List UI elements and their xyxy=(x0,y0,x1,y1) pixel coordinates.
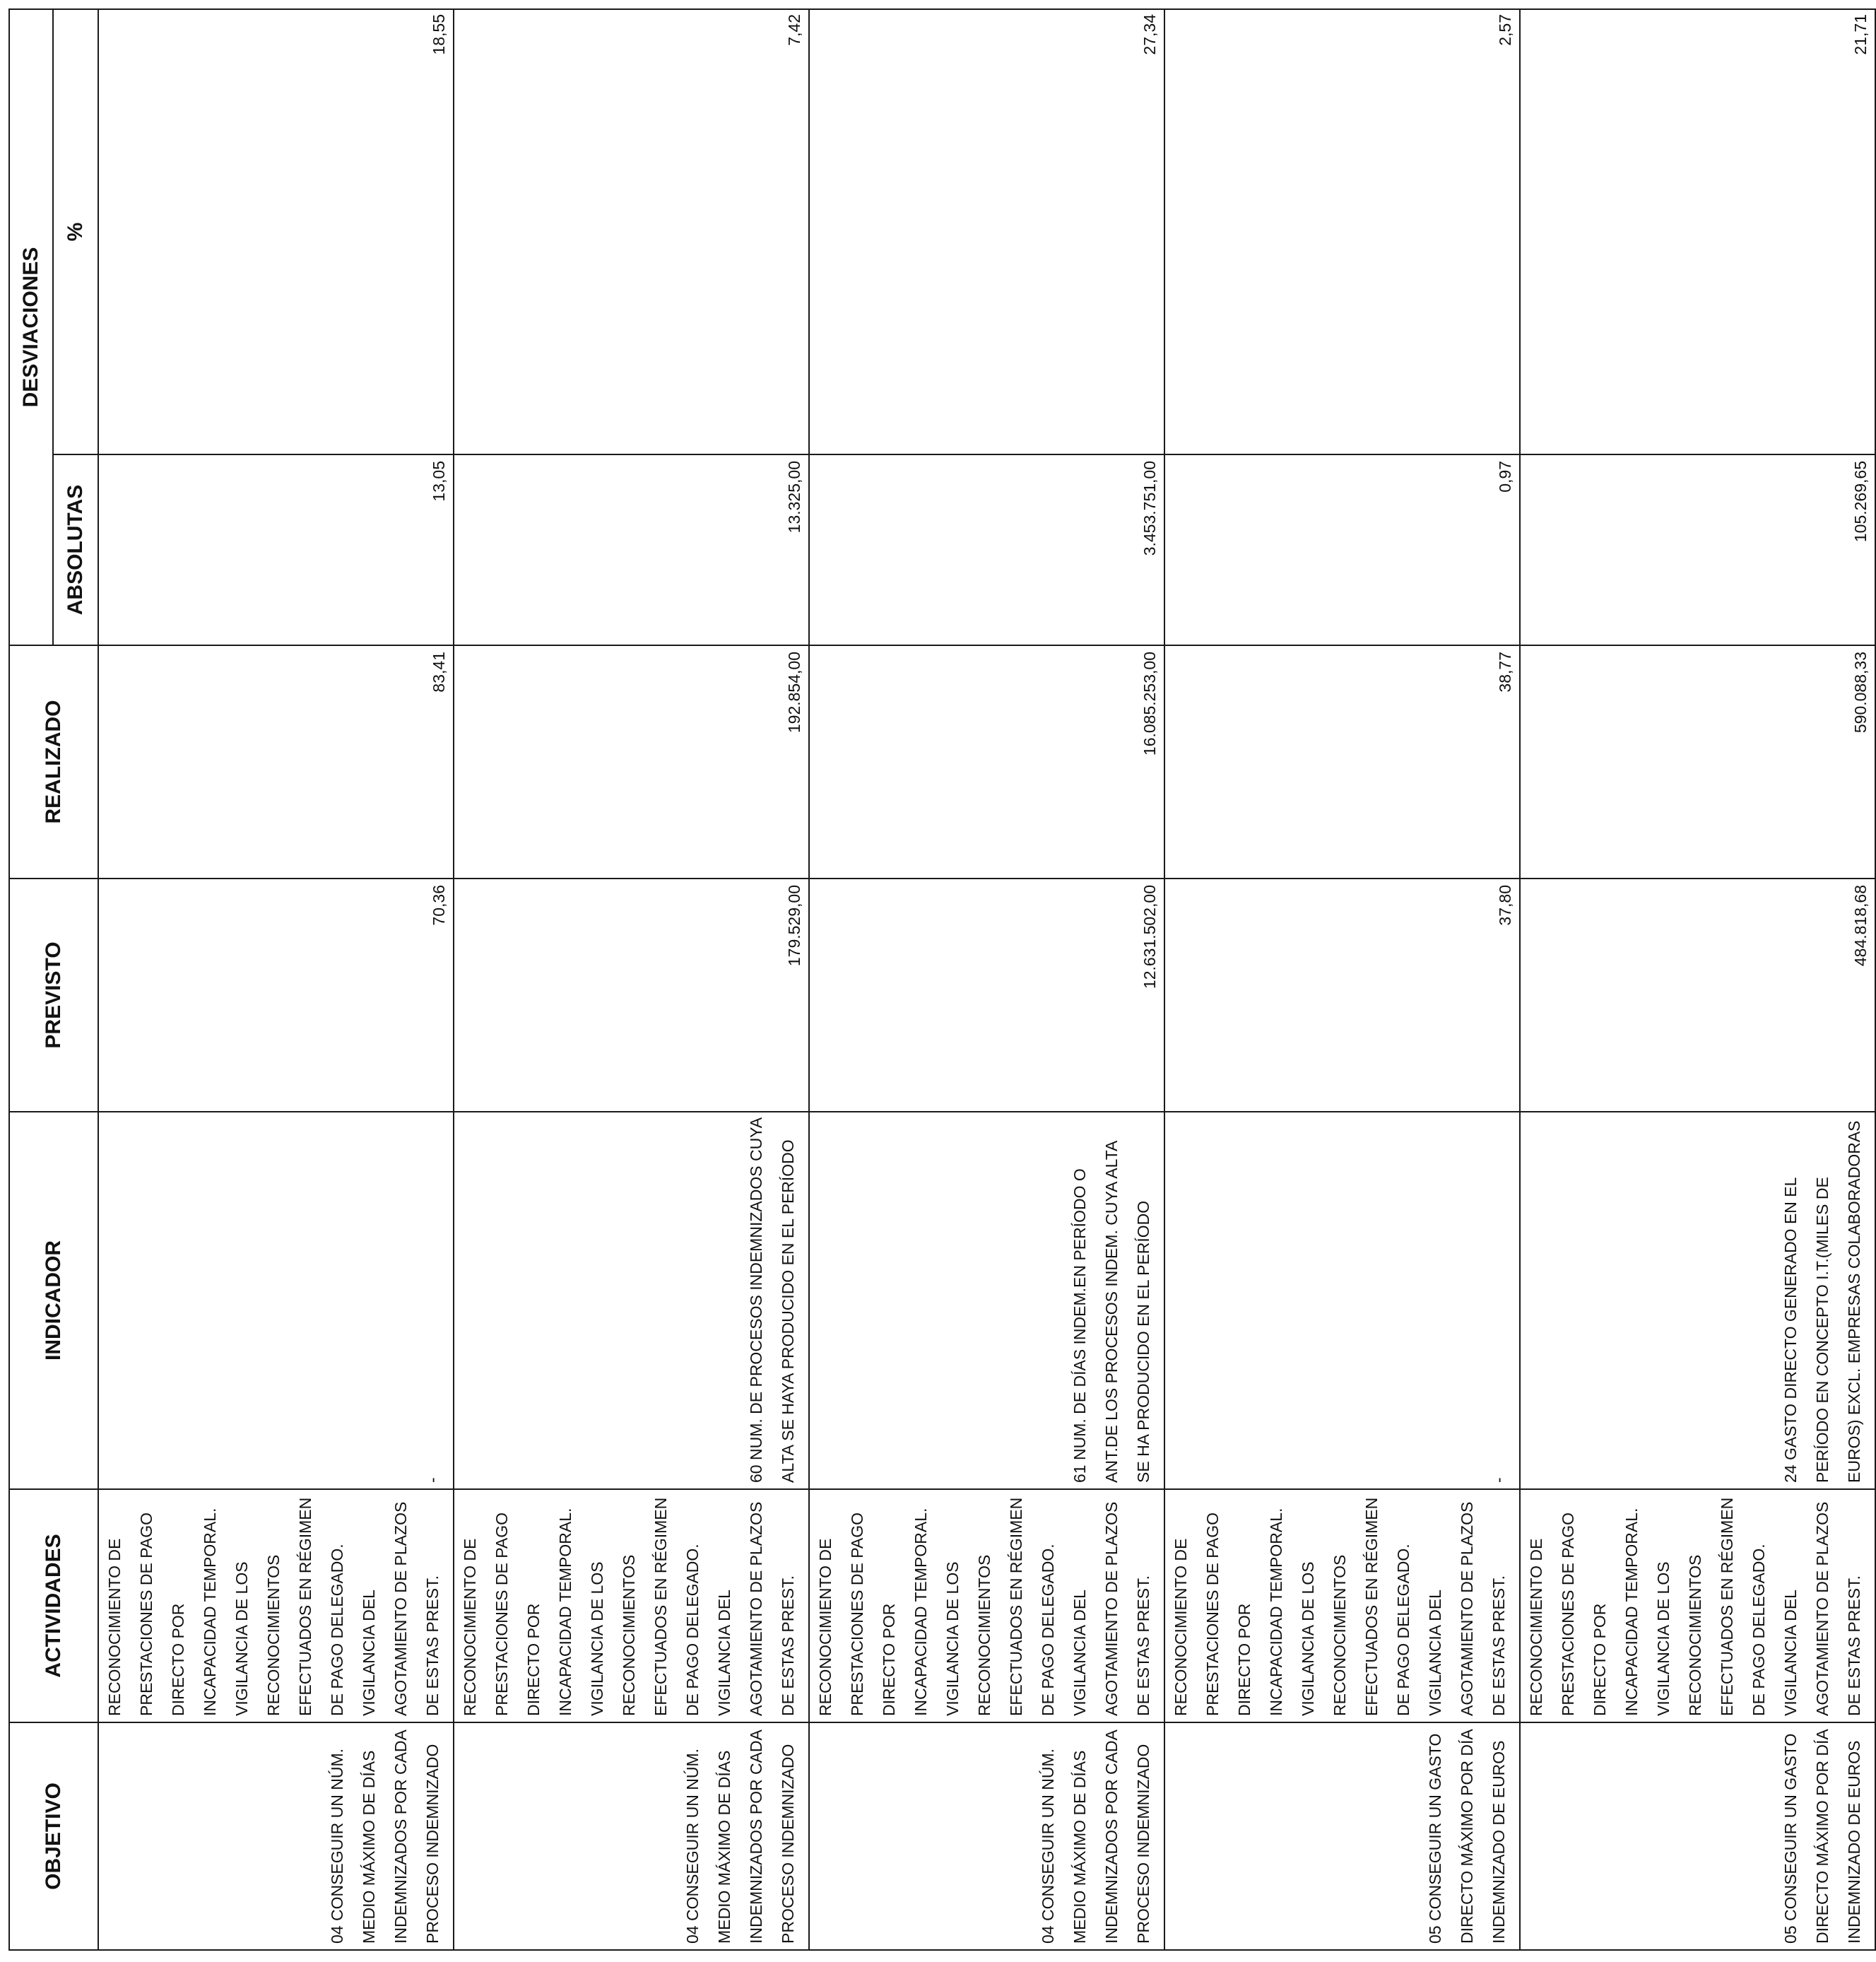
actividades-cell xyxy=(809,1489,1164,1722)
indicador-text: 24 GASTO DIRECTO GENERADO EN EL PERÍODO EN CONCEPTO I.T.(MILES DE EUROS) EXCL. EMPRESAS COLABORADORAS xyxy=(1781,1120,1863,1483)
realizado-value: 16.085.253,00 xyxy=(1140,652,1159,756)
realizado-cell xyxy=(98,645,454,879)
table-row xyxy=(454,9,809,1950)
porcentaje-value: 18,55 xyxy=(430,14,448,55)
header-actividades: ACTIVIDADES xyxy=(9,1489,98,1722)
header-absolutas: ABSOLUTAS xyxy=(53,454,98,645)
actividades-cell xyxy=(1520,1489,1875,1722)
realizado-cell xyxy=(1164,645,1520,879)
header-row xyxy=(9,9,53,1950)
absolutas-value: 13,05 xyxy=(430,461,448,502)
indicador-text: - xyxy=(423,1477,442,1483)
absolutas-value: 105.269,65 xyxy=(1851,461,1870,543)
realizado-cell xyxy=(1520,645,1875,879)
absolutas-value: 3.453.751,00 xyxy=(1140,461,1159,556)
header-objetivo: OBJETIVO xyxy=(9,1722,98,1950)
porcentaje-value: 21,71 xyxy=(1851,14,1870,55)
table-row xyxy=(98,9,454,1950)
indicador-text: - xyxy=(1489,1477,1508,1483)
absolutas-value: 13.325,00 xyxy=(785,461,803,534)
porcentaje-value: 27,34 xyxy=(1140,14,1159,55)
header-previsto: PREVISTO xyxy=(9,879,98,1112)
actividades-cell xyxy=(454,1489,809,1722)
previsto-cell xyxy=(454,879,809,1112)
actividades-cell xyxy=(98,1489,454,1722)
indicador-text: 61 NUM. DE DÍAS INDEM.EN PERÍODO O ANT.DE LOS PROCESOS INDEM. CUYA ALTA SE HA PRODUCIDO EN EL PERÍODO xyxy=(1070,1141,1152,1483)
previsto-value: 12.631.502,00 xyxy=(1140,885,1159,989)
porcentaje-cell xyxy=(1520,9,1875,454)
absolutas-cell xyxy=(454,454,809,645)
porcentaje-cell xyxy=(454,9,809,454)
objetivo-text: 05 CONSEGUIR UN GASTO DIRECTO MÁXIMO POR DÍA INDEMNIZADO DE EUROS xyxy=(1781,1729,1863,1944)
porcentaje-cell xyxy=(809,9,1164,454)
realizado-value: 83,41 xyxy=(430,652,448,693)
actividades-text: RECONOCIMIENTO DE PRESTACIONES DE PAGO DIRECTO POR INCAPACIDAD TEMPORAL. VIGILANCIA DE LOS RECONOCIMIENTOS EFECTUADOS EN RÉGIMEN DE PAGO DELEGADO. VIGILANCIA DEL AGOTAMIENTO DE PLAZOS DE ESTAS PREST. xyxy=(461,1497,797,1716)
realizado-value: 192.854,00 xyxy=(785,652,803,734)
actividades-text: RECONOCIMIENTO DE PRESTACIONES DE PAGO DIRECTO POR INCAPACIDAD TEMPORAL. VIGILANCIA DE LOS RECONOCIMIENTOS EFECTUADOS EN RÉGIMEN DE PAGO DELEGADO. VIGILANCIA DEL AGOTAMIENTO DE PLAZOS DE ESTAS PREST. xyxy=(816,1497,1152,1716)
porcentaje-cell xyxy=(98,9,454,454)
objetivo-text: 05 CONSEGUIR UN GASTO DIRECTO MÁXIMO POR DÍA INDEMNIZADO DE EUROS xyxy=(1426,1729,1508,1944)
objetivo-cell xyxy=(454,1722,809,1950)
actividades-text: RECONOCIMIENTO DE PRESTACIONES DE PAGO DIRECTO POR INCAPACIDAD TEMPORAL. VIGILANCIA DE LOS RECONOCIMIENTOS EFECTUADOS EN RÉGIMEN DE PAGO DELEGADO. VIGILANCIA DEL AGOTAMIENTO DE PLAZOS DE ESTAS PREST. xyxy=(1172,1497,1508,1716)
header-desviaciones: DESVIACIONES xyxy=(9,9,53,645)
previsto-cell xyxy=(809,879,1164,1112)
objectives-table xyxy=(8,8,1876,1951)
actividades-text: RECONOCIMIENTO DE PRESTACIONES DE PAGO DIRECTO POR INCAPACIDAD TEMPORAL. VIGILANCIA DE LOS RECONOCIMIENTOS EFECTUADOS EN RÉGIMEN DE PAGO DELEGADO. VIGILANCIA DEL AGOTAMIENTO DE PLAZOS DE ESTAS PREST. xyxy=(1527,1497,1863,1716)
objetivo-text: 04 CONSEGUIR UN NÚM. MEDIO MÁXIMO DE DÍAS INDEMNIZADOS POR CADA PROCESO INDEMNIZADO xyxy=(1039,1730,1152,1944)
previsto-value: 484.818,68 xyxy=(1851,885,1870,967)
previsto-cell xyxy=(1164,879,1520,1112)
table-row xyxy=(1520,9,1875,1950)
objetivo-text: 04 CONSEGUIR UN NÚM. MEDIO MÁXIMO DE DÍAS INDEMNIZADOS POR CADA PROCESO INDEMNIZADO xyxy=(328,1730,442,1944)
previsto-cell xyxy=(98,879,454,1112)
objetivo-cell xyxy=(809,1722,1164,1950)
porcentaje-cell xyxy=(1164,9,1520,454)
absolutas-cell xyxy=(1164,454,1520,645)
indicador-cell xyxy=(454,1112,809,1489)
indicador-text: 60 NUM. DE PROCESOS INDEMNIZADOS CUYA ALTA SE HAYA PRODUCIDO EN EL PERÍODO xyxy=(747,1118,797,1483)
indicador-cell xyxy=(809,1112,1164,1489)
table-row xyxy=(1164,9,1520,1950)
table-row xyxy=(809,9,1164,1950)
previsto-value: 70,36 xyxy=(430,885,448,926)
previsto-value: 179.529,00 xyxy=(785,885,803,967)
header-indicador: INDICADOR xyxy=(9,1112,98,1489)
header-porcentaje: % xyxy=(53,9,98,454)
actividades-text: RECONOCIMIENTO DE PRESTACIONES DE PAGO DIRECTO POR INCAPACIDAD TEMPORAL. VIGILANCIA DE LOS RECONOCIMIENTOS EFECTUADOS EN RÉGIMEN DE PAGO DELEGADO. VIGILANCIA DEL AGOTAMIENTO DE PLAZOS DE ESTAS PREST. xyxy=(105,1497,442,1716)
objetivo-cell xyxy=(1164,1722,1520,1950)
absolutas-cell xyxy=(809,454,1164,645)
previsto-value: 37,80 xyxy=(1496,885,1514,926)
absolutas-value: 0,97 xyxy=(1496,461,1514,493)
header-realizado: REALIZADO xyxy=(9,645,98,879)
realizado-value: 38,77 xyxy=(1496,652,1514,693)
absolutas-cell xyxy=(1520,454,1875,645)
absolutas-cell xyxy=(98,454,454,645)
realizado-cell xyxy=(809,645,1164,879)
indicador-cell xyxy=(1520,1112,1875,1489)
indicador-cell xyxy=(1164,1112,1520,1489)
porcentaje-value: 7,42 xyxy=(785,14,803,46)
objetivo-text: 04 CONSEGUIR UN NÚM. MEDIO MÁXIMO DE DÍAS INDEMNIZADOS POR CADA PROCESO INDEMNIZADO xyxy=(683,1730,797,1944)
porcentaje-value: 2,57 xyxy=(1496,14,1514,46)
realizado-cell xyxy=(454,645,809,879)
realizado-value: 590.088,33 xyxy=(1851,652,1870,734)
objetivo-cell xyxy=(98,1722,454,1950)
objetivo-cell xyxy=(1520,1722,1875,1950)
indicador-cell xyxy=(98,1112,454,1489)
actividades-cell xyxy=(1164,1489,1520,1722)
previsto-cell xyxy=(1520,879,1875,1112)
